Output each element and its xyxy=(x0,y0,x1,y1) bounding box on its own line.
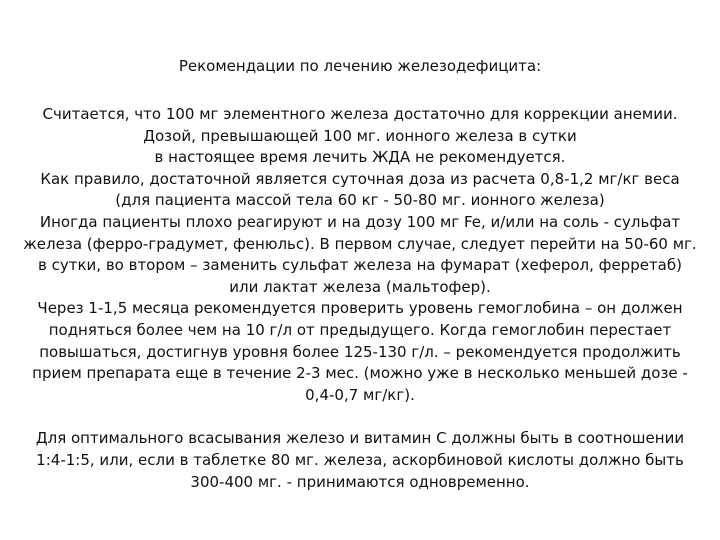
text-line: 300-400 мг. - принимаются одновременно. xyxy=(190,472,530,491)
text-line: (для пациента массой тела 60 кг - 50-80 мг. ионного железа) xyxy=(115,191,605,210)
text-line: прием препарата еще в течение 2-3 мес. (можно уже в несколько меньшей дозе - xyxy=(32,364,688,383)
text-line: подняться более чем на 10 г/л от предыдущего. Когда гемоглобин перестает xyxy=(48,320,672,339)
paragraph-gap xyxy=(4,406,716,428)
text-line: в сутки, во втором – заменить сульфат железа на фумарат (хеферол, ферретаб) xyxy=(38,256,682,275)
text-line: железа (ферро-градумет, фенюльс). В первом случае, следует перейти на 50-60 мг. xyxy=(23,234,697,253)
text-line: Считается, что 100 мг элементного железа достаточно для коррекции анемии. xyxy=(42,105,678,123)
text-line: 1:4-1:5, или, если в таблетке 80 мг. железа, аскорбиновой кислоты должно быть xyxy=(36,450,684,469)
text-line: или лактат железа (мальтофер). xyxy=(229,277,491,296)
text-line: Как правило, достаточной является суточная доза из расчета 0,8-1,2 мг/кг веса xyxy=(40,169,680,188)
text-line: повышаться, достигнув уровня более 125-130 г/л. – рекомендуется продолжить xyxy=(39,342,681,361)
slide-body-text xyxy=(4,104,716,493)
text-line: Дозой, превышающей 100 мг. ионного железа в сутки xyxy=(143,126,577,145)
text-line: Через 1-1,5 месяца рекомендуется проверить уровень гемоглобина – он должен xyxy=(37,299,683,318)
text-line: 0,4-0,7 мг/кг). xyxy=(305,385,415,404)
text-line: Для оптимального всасывания железо и витамин С должны быть в соотношении xyxy=(35,429,685,448)
text-line: Иногда пациенты плохо реагируют и на дозу 100 мг Fe, и/или на соль - сульфат xyxy=(39,212,681,231)
text-line: в настоящее время лечить ЖДА не рекомендуется. xyxy=(154,148,566,167)
slide-title: Рекомендации по лечению железодефицита: xyxy=(178,57,542,75)
